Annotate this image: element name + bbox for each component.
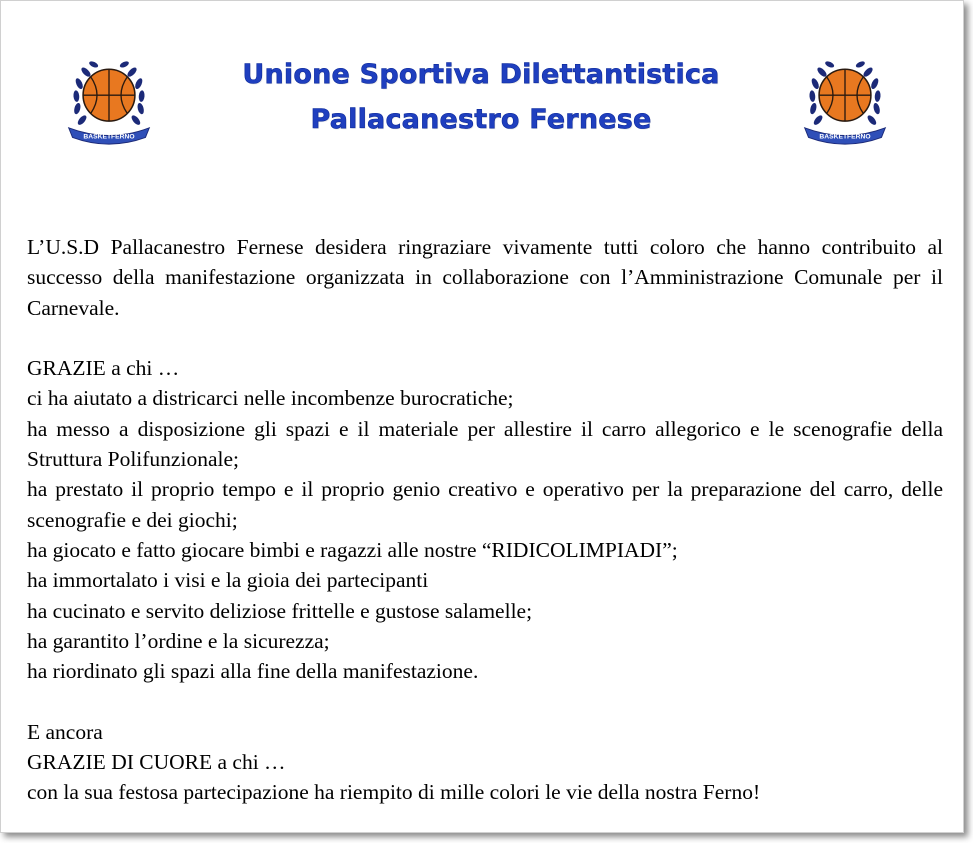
basketball-logo-left: [61, 51, 157, 147]
closing-intro: E ancora: [27, 719, 103, 744]
thanks-item: ha immortalato i visi e la gioia dei partecipanti: [27, 568, 429, 593]
thanks-item: ha garantito l’ordine e la sicurezza;: [27, 628, 330, 653]
thanks-heading: GRAZIE a chi …: [27, 356, 180, 381]
thanks-item: ci ha aiutato a districarci nelle incombenze burocratiche;: [27, 386, 514, 411]
thanks-item: ha cucinato e servito deliziose frittelle e gustose salamelle;: [27, 598, 533, 623]
intro-paragraph: L’U.S.D Pallacanestro Fernese desidera ringraziare vivamente tutti coloro che hanno contribuito al successo della manifestazione organizzata in collaborazione con l’Amministrazione Comunale per il Carnevale.: [27, 235, 943, 320]
thanks-item: ha prestato il proprio tempo e il proprio genio creativo e operativo per la preparazione del carro, delle scenografie e dei giochi;: [27, 477, 943, 532]
org-title-line1: Unione Sportiva Dilettantistica: [242, 59, 720, 90]
thanks-item: ha riordinato gli spazi alla fine della manifestazione.: [27, 659, 479, 684]
letter-body: [27, 232, 943, 808]
thanks-item: ha messo a disposizione gli spazi e il materiale per allestire il carro allegorico e le scenografie della Struttura Polifunzionale;: [27, 416, 943, 472]
closing-line: con la sua festosa partecipazione ha riempito di mille colori le vie della nostra Ferno!: [27, 780, 761, 805]
svg-text:BASKETFERNO: BASKETFERNO: [819, 133, 871, 141]
paragraph-spacer: [27, 323, 943, 353]
svg-text:BASKETFERNO: BASKETFERNO: [83, 133, 135, 141]
org-title-line2: Pallacanestro Fernese: [310, 104, 652, 135]
closing-heading: GRAZIE DI CUORE a chi …: [27, 750, 286, 775]
thanks-item: ha giocato e fatto giocare bimbi e ragazzi alle nostre “RIDICOLIMPIADI”;: [27, 537, 678, 562]
basketball-logo-right: [797, 51, 893, 147]
paragraph-spacer: [27, 686, 943, 716]
